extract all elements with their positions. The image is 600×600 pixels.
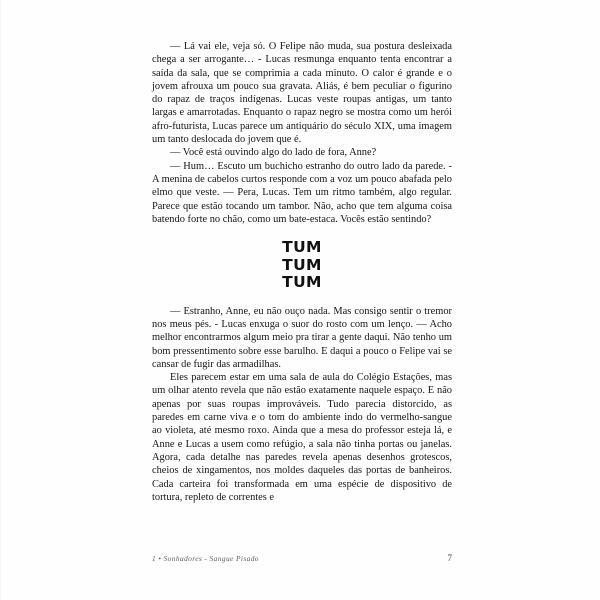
paragraph: — Hum… Escuto um buchicho estranho do outro lado da parede. - A menina de cabelos curtos responde com a voz um pouco abafada pelo elmo que veste. — Pera, Lucas. Tem um ritmo também, algo regular. Parece que estão tocando um tambor. Não, acho que tem alguma coisa batendo forte no chão, como um bate-estaca. Vocês estão sentindo? bbox=[152, 160, 452, 225]
paragraph: — Você está ouvindo algo do lado de fora, Anne? bbox=[170, 147, 377, 159]
body-text-column bbox=[152, 40, 452, 504]
running-footer-title: 1 • Sonhadores - Sangue Pisado bbox=[152, 554, 259, 563]
paragraph: Eles parecem estar em uma sala de aula do Colégio Estações, mas um olhar atento revela que não estão exatamente naquele espaço. E não apenas por suas roupas improváveis. Tudo parecia distorcido, as paredes em carne viva e o tom do ambiente indo do vermelho-sangue ao violeta, até mesmo roxo. Ainda que a mesa do professor esteja lá, e Anne e Lucas a usem como refúgio, a sala não tinha portas ou janelas. Agora, cada detalhe nas paredes revela apenas desenhos grotescos, cheios de xingamentos, nos moldes daqueles das portas de banheiros. Cada carteira foi transformada em uma espécie de dispositivo de tortura, repleto de correntes e bbox=[152, 372, 452, 503]
onomatopoeia-line: TUM bbox=[282, 238, 322, 257]
onomatopoeia-block bbox=[152, 240, 452, 291]
onomatopoeia-line: TUM bbox=[282, 273, 322, 292]
page-edge-shadow bbox=[0, 0, 2, 600]
page-footer bbox=[152, 553, 452, 563]
paragraph: — Estranho, Anne, eu não ouço nada. Mas consigo sentir o tremor nos meus pés. - Lucas enxuga o suor do rosto com um lenço. — Acho melhor encontrarmos algum meio pra tirar a gente daqui. Não tenho um bom pressentimento sobre esse barulho. E daqui a pouco o Felipe vai se cansar de fugir das armadilhas. bbox=[152, 305, 452, 370]
page-number: 7 bbox=[447, 553, 452, 563]
paragraph: — Lá vai ele, veja só. O Felipe não muda, sua postura desleixada chega a ser arrogante… - Lucas resmunga enquanto tenta encontrar a saída da sala, que se comprimia a cada minuto. O calor é grande e o jovem afrouxa um pouco sua gravata. Aliás, é bem peculiar o figurino do rapaz de traços indígenas. Lucas veste roupas antigas, um tanto largas e amarrotadas. Enquanto o rapaz negro se mostra como um herói afro-futurista, Lucas parece um antiquário do século XIX, uma imagem um tanto deslocada do jovem que é. bbox=[152, 41, 452, 146]
onomatopoeia-line: TUM bbox=[282, 255, 322, 274]
